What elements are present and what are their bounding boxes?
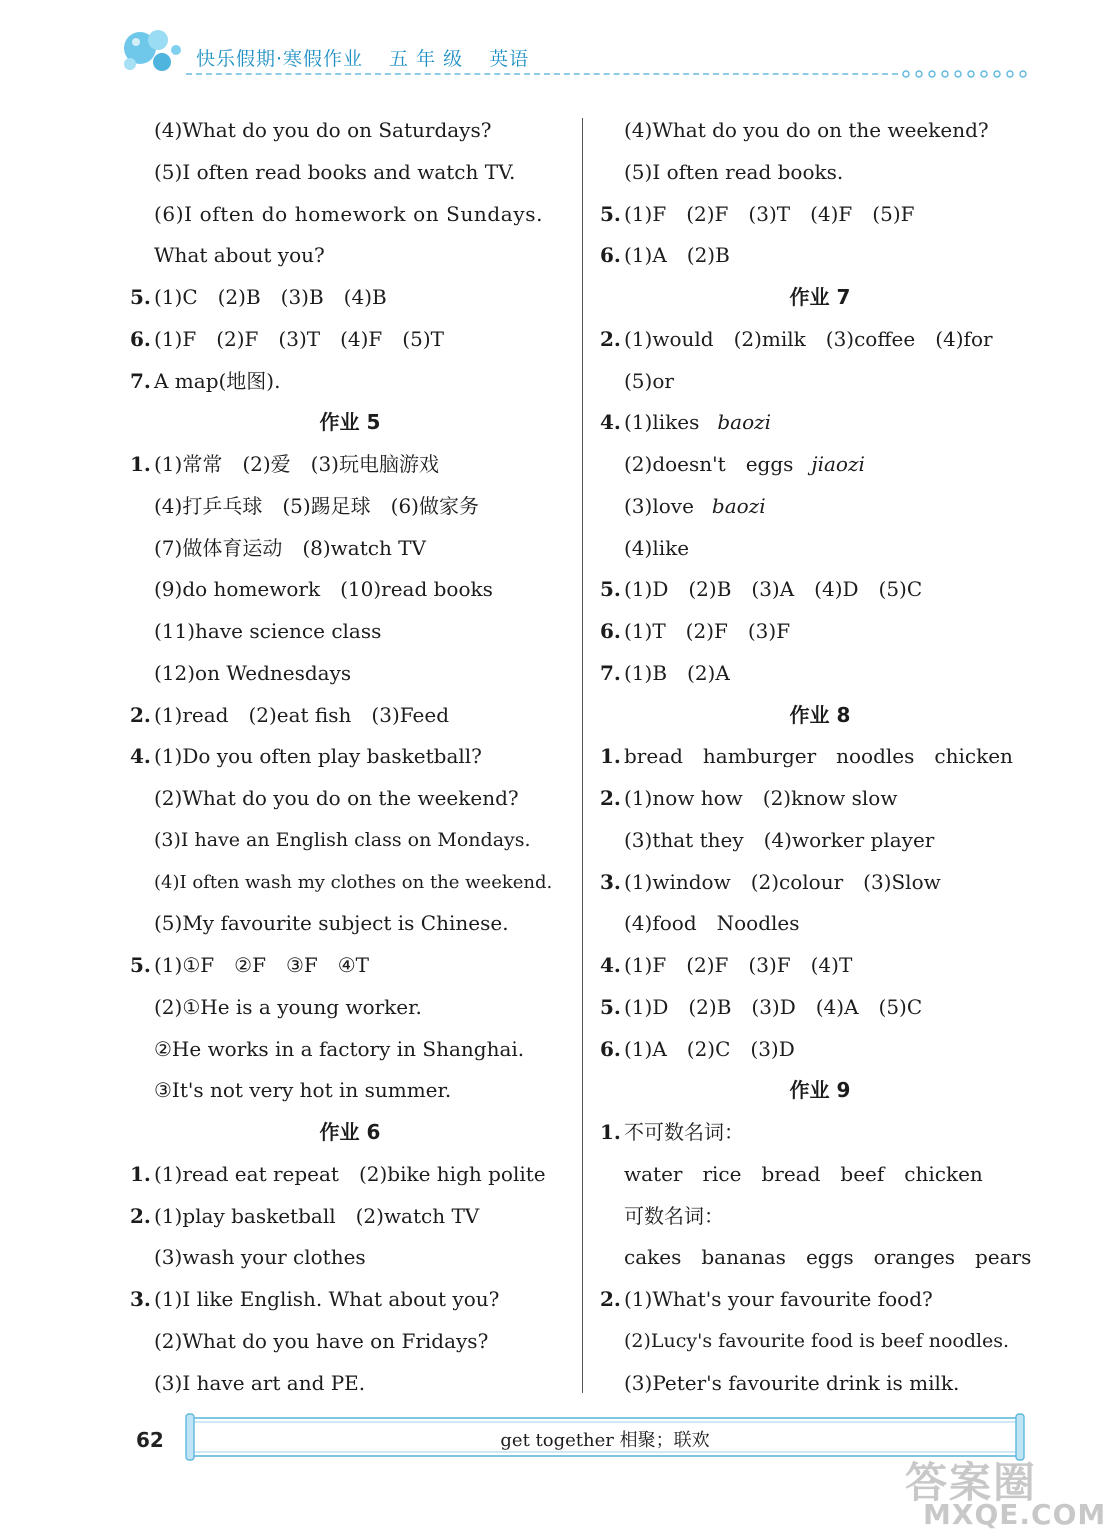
answer-line: (3)that they (4)worker player bbox=[624, 827, 935, 852]
question-number: 6. bbox=[130, 326, 151, 351]
watermark-url: MXQE.COM bbox=[923, 1498, 1106, 1531]
answer-text: (1)T (2)F (3)F bbox=[624, 619, 791, 643]
question-number: 6. bbox=[600, 1036, 621, 1061]
answer-line: (12)on Wednesdays bbox=[154, 660, 352, 685]
book-title: 快乐假期·寒假作业 bbox=[196, 48, 364, 70]
question-number: 1. bbox=[130, 452, 151, 476]
answer-text: (2)doesn't eggs bbox=[624, 452, 794, 476]
answer-line bbox=[600, 444, 1040, 486]
question-number: 1. bbox=[600, 744, 621, 769]
answer-text: (1)likes bbox=[624, 410, 700, 435]
section-heading-6: 作业 6 bbox=[319, 1120, 381, 1144]
header-dots bbox=[900, 68, 1040, 80]
answer-line: ②He works in a factory in Shanghai. bbox=[154, 1036, 525, 1061]
answer-line: (4)I often wash my clothes on the weekend. bbox=[154, 871, 553, 893]
footer-vocab: get together 相聚；联欢 bbox=[500, 1430, 710, 1451]
page-number: 62 bbox=[136, 1428, 164, 1452]
answer-line: 可数名词： bbox=[624, 1203, 724, 1228]
question-number: 2. bbox=[600, 1287, 621, 1311]
question-number: 4. bbox=[600, 953, 621, 977]
answer-line: (4)What do you do on the weekend? bbox=[624, 118, 989, 142]
answer-text: (1)F (2)F (3)T (4)F (5)T bbox=[154, 326, 444, 351]
question-number: 5. bbox=[600, 201, 621, 226]
answer-line bbox=[130, 1154, 570, 1196]
answer-line: water rice bread beef chicken bbox=[624, 1161, 983, 1186]
answer-line bbox=[130, 1279, 570, 1321]
answer-line bbox=[600, 486, 1040, 528]
question-number: 6. bbox=[600, 243, 621, 268]
answer-line bbox=[600, 653, 1040, 695]
answer-text: (1)would (2)milk (3)coffee (4)for bbox=[624, 326, 993, 351]
answer-text: (1)D (2)B (3)D (4)A (5)C bbox=[624, 994, 923, 1019]
answer-line: (2)①He is a young worker. bbox=[154, 994, 422, 1019]
answer-line bbox=[130, 361, 570, 403]
pinyin-word: jiaozi bbox=[811, 452, 865, 476]
answer-line: (4)What do you do on Saturdays? bbox=[154, 118, 492, 142]
header-title bbox=[196, 44, 555, 71]
header-rule bbox=[186, 73, 898, 75]
answer-text: A map(地图). bbox=[154, 368, 281, 393]
answer-text: (1)F (2)F (3)T (4)F (5)F bbox=[624, 201, 915, 226]
answer-text: 不可数名词： bbox=[624, 1120, 744, 1144]
watermark-text: 答案圈 bbox=[905, 1458, 1038, 1507]
answer-line: (5)or bbox=[624, 368, 674, 393]
answer-line: (11)have science class bbox=[154, 619, 382, 643]
question-number: 1. bbox=[130, 1161, 151, 1186]
answer-line bbox=[130, 736, 570, 778]
question-number: 1. bbox=[600, 1120, 621, 1144]
answer-line: ③It's not very hot in summer. bbox=[154, 1078, 452, 1103]
subject-label: 英语 bbox=[489, 48, 530, 70]
question-number: 2. bbox=[600, 786, 621, 810]
answer-text: bread hamburger noodles chicken bbox=[624, 744, 1013, 769]
pinyin-word: baozi bbox=[717, 410, 772, 435]
answer-line: (2)What do you have on Fridays? bbox=[154, 1328, 489, 1353]
answer-line bbox=[600, 569, 1040, 611]
question-number: 4. bbox=[600, 410, 621, 435]
pinyin-word: baozi bbox=[711, 493, 766, 518]
answer-line bbox=[600, 319, 1040, 361]
answer-line: (9)do homework (10)read books bbox=[154, 577, 493, 602]
answer-line: (5)I often read books and watch TV. bbox=[154, 159, 516, 184]
question-number: 5. bbox=[130, 953, 151, 977]
answer-text: (1)A (2)C (3)D bbox=[624, 1036, 795, 1061]
watermark-logo bbox=[905, 1450, 1106, 1536]
section-heading-8: 作业 8 bbox=[789, 702, 851, 727]
answer-line: (2)What do you do on the weekend? bbox=[154, 786, 519, 810]
right-column bbox=[600, 110, 1040, 1404]
answer-text: (1)What's your favourite food? bbox=[624, 1287, 933, 1311]
answer-text: (1)常常 (2)爱 (3)玩电脑游戏 bbox=[154, 452, 439, 476]
answer-line: (4)like bbox=[624, 535, 690, 560]
question-number: 5. bbox=[600, 994, 621, 1019]
question-number: 5. bbox=[130, 285, 151, 309]
question-number: 2. bbox=[130, 702, 151, 727]
question-number: 2. bbox=[130, 1203, 151, 1228]
answer-text: (1)read eat repeat (2)bike high polite bbox=[154, 1161, 546, 1186]
question-number: 6. bbox=[600, 619, 621, 643]
answer-line: (2)Lucy's favourite food is beef noodles. bbox=[624, 1329, 1010, 1352]
grade-label: 五 年 级 bbox=[389, 48, 464, 70]
answer-text: (3)love bbox=[624, 493, 694, 518]
section-heading-7: 作业 7 bbox=[789, 285, 851, 309]
question-number: 5. bbox=[600, 577, 621, 602]
answer-line bbox=[600, 402, 1040, 444]
answer-line bbox=[130, 277, 570, 319]
answer-line bbox=[600, 987, 1040, 1029]
answer-text: (1)Do you often play basketball? bbox=[154, 744, 482, 769]
answer-text: (1)F (2)F (3)F (4)T bbox=[624, 953, 853, 977]
answer-line: (5)My favourite subject is Chinese. bbox=[154, 911, 509, 936]
bubbles-icon bbox=[118, 22, 188, 78]
question-number: 7. bbox=[130, 368, 151, 393]
answer-line bbox=[130, 444, 570, 486]
answer-line bbox=[600, 611, 1040, 653]
answer-text: (1)①F ②F ③F ④T bbox=[154, 953, 370, 977]
page-header bbox=[0, 0, 1087, 100]
question-number: 3. bbox=[130, 1287, 151, 1311]
answer-text: (1)I like English. What about you? bbox=[154, 1287, 500, 1311]
answer-line bbox=[600, 778, 1040, 820]
answer-line bbox=[600, 1112, 1040, 1154]
question-number: 2. bbox=[600, 326, 621, 351]
answer-text: (1)window (2)colour (3)Slow bbox=[624, 869, 941, 894]
section-heading-5: 作业 5 bbox=[319, 410, 381, 435]
answer-line: cakes bananas eggs oranges pears bbox=[624, 1245, 1032, 1270]
answer-line bbox=[600, 736, 1040, 778]
answer-line bbox=[600, 235, 1040, 277]
answer-line bbox=[130, 319, 570, 361]
question-number: 7. bbox=[600, 660, 621, 685]
answer-text: (1)B (2)A bbox=[624, 660, 730, 685]
answer-line bbox=[600, 194, 1040, 236]
answer-text: (1)play basketball (2)watch TV bbox=[154, 1203, 480, 1228]
answer-line: (3)I have art and PE. bbox=[154, 1370, 366, 1395]
question-number: 3. bbox=[600, 869, 621, 894]
answer-line bbox=[130, 945, 570, 987]
answer-line bbox=[600, 945, 1040, 987]
answer-line bbox=[600, 1279, 1040, 1321]
answer-text: (1)A (2)B bbox=[624, 243, 730, 268]
answer-text: (1)D (2)B (3)A (4)D (5)C bbox=[624, 577, 923, 602]
answer-line: (6)I often do homework on Sundays. bbox=[154, 201, 544, 226]
section-heading-9: 作业 9 bbox=[789, 1078, 851, 1103]
answer-line bbox=[130, 1196, 570, 1238]
answer-line bbox=[600, 862, 1040, 904]
answer-text: (1)now how (2)know slow bbox=[624, 786, 898, 810]
answer-line bbox=[600, 1029, 1040, 1071]
answer-line: (3)wash your clothes bbox=[154, 1245, 366, 1270]
question-number: 4. bbox=[130, 744, 151, 769]
answer-line: (4)打乒乓球 (5)踢足球 (6)做家务 bbox=[154, 493, 479, 518]
page-footer bbox=[0, 1400, 1106, 1536]
answer-line bbox=[130, 695, 570, 737]
column-divider bbox=[582, 118, 583, 1393]
answer-text: (1)C (2)B (3)B (4)B bbox=[154, 285, 387, 309]
answer-line: (3)I have an English class on Mondays. bbox=[154, 828, 531, 851]
answer-text: (1)read (2)eat fish (3)Feed bbox=[154, 702, 450, 727]
answer-line: (7)做体育运动 (8)watch TV bbox=[154, 535, 426, 560]
answer-line: (3)Peter's favourite drink is milk. bbox=[624, 1370, 960, 1395]
left-column bbox=[130, 110, 570, 1404]
answer-line: What about you? bbox=[154, 243, 325, 268]
answer-line: (5)I often read books. bbox=[624, 159, 844, 184]
answer-line: (4)food Noodles bbox=[624, 911, 800, 936]
